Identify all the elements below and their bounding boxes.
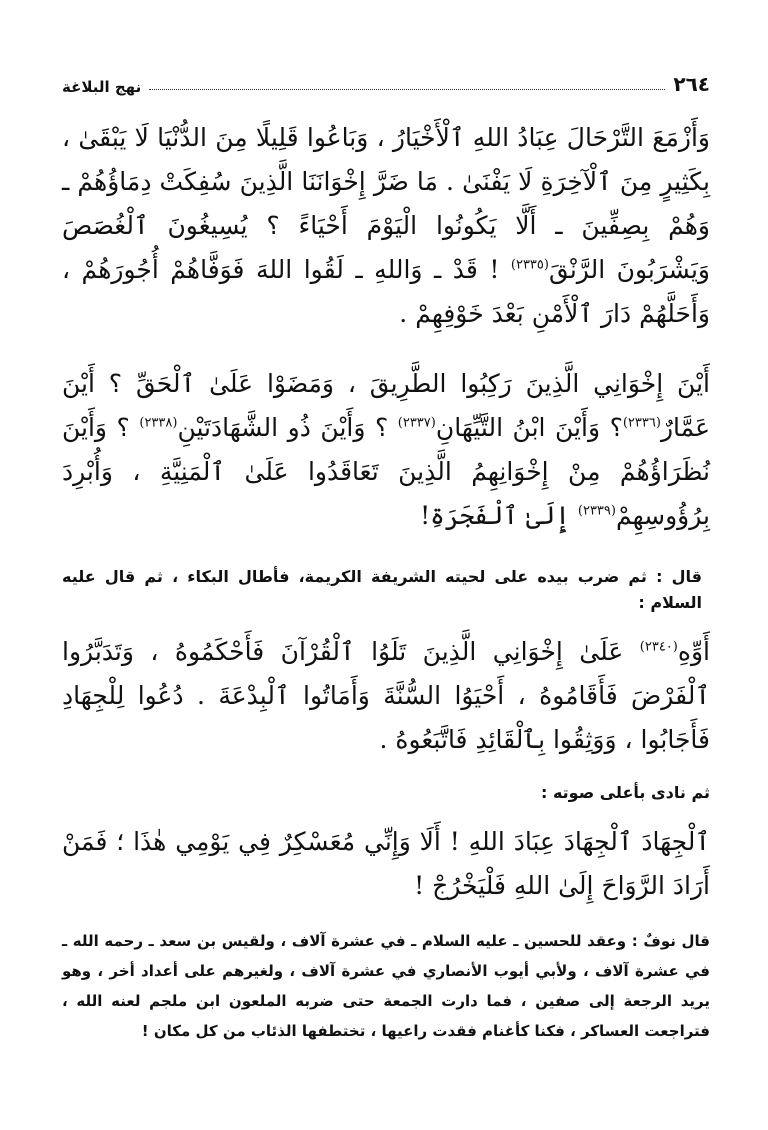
sermon-paragraph-4: ٱلْجِهَادَ ٱلْجِهَادَ عِبَادَ اللهِ ! أَلَا وَإِنِّي مُعَسْكِرٌ فِي يَوْمِي هٰذَا ؛ فَمَنْ أَرَادَ الرَّوَاحَ إِلَىٰ اللهِ فَلْيَخْرُجْ ! <box>62 827 710 900</box>
sermon-paragraph-3 <box>62 630 710 762</box>
footnote-marker: (٢٣٣٨) <box>139 415 178 431</box>
book-title: نهج البلاغة <box>62 78 142 96</box>
header-dotted-rule <box>149 89 665 90</box>
paragraph-text: ؟ وَأَيْنَ ذُو الشَّهَادَتَيْنِ <box>177 413 398 442</box>
footnote-marker: (٢٣٤٠) <box>639 639 678 655</box>
paragraph-text: ؟ وَأَيْنَ نُظَرَاؤُهُمْ مِنْ إِخْوَانِهِمُ الَّذِينَ تَعَاقَدُوا عَلَىٰ ٱلْمَنِيَّةِ ، وَأُبْرِدَ بِرُؤُوسِهِمْ <box>62 413 710 530</box>
paragraph-text: أَيْنَ إِخْوَانِي الَّذِينَ رَكِبُوا الطَّرِيقَ ، وَمَضَوْا عَلَىٰ ٱلْحَقِّ ؟ أَيْنَ عَمَّارٌ <box>62 369 710 442</box>
paragraph-text: ! قَدْ ـ وَاللهِ ـ لَقُوا اللهَ فَوَفَّاهُمْ أُجُورَهُمْ ، وَأَحَلَّهُمْ دَارَ ٱلْأَمْنِ بَعْدَ خَوْفِهِمْ . <box>62 255 710 328</box>
paragraph-text: إِلَىٰ ٱلْفَجَرَةِ! <box>420 501 578 530</box>
footnote-marker: (٢٣٣٥) <box>510 257 549 273</box>
footnote-marker: (٢٣٣٧) <box>397 415 436 431</box>
paragraph-text: عَلَىٰ إِخْوَانِي الَّذِينَ تَلَوُا ٱلْقُرْآنَ فَأَحْكَمُوهُ ، وَتَدَبَّرُوا ٱلْفَرْضَ فَأَقَامُوهُ ، أَحْيَوُا السُّنَّةَ وَأَمَاتُوا ٱلْبِدْعَةَ . دُعُوا لِلْجِهَادِ فَأَجَابُوا ، وَوَثِقُوا بِٱلْقَائِدِ فَاتَّبَعُوهُ . <box>62 637 710 754</box>
closing-note: قال نوفٌ : وعقد للحسين ـ عليه السلام ـ في عشرة آلاف ، ولقيس بن سعد ـ رحمه الله ـ في عشرة آلاف ، ولأبي أيوب الأنصاري في عشرة آلاف ، ولغيرهم على أعداد أخر ، وهو يريد الرجعة إلى صفين ، فما دارت الجمعة حتى ضربه الملعون ابن ملجم لعنه الله ، فتراجعت العساكر ، فكنا كأغنام فقدت راعيها ، تختطفها الذئاب من كل مكان ! <box>62 932 710 1040</box>
paragraph-text: ؟ وَأَيْنَ ابْنُ التَّيِّهَانِ <box>435 413 623 442</box>
footnote-marker: (٢٣٣٦) <box>622 415 661 431</box>
footnote-marker: (٢٣٣٩) <box>577 503 616 519</box>
narration-line-2: ثم نادى بأعلى صوته : <box>541 783 710 802</box>
page-header <box>62 72 710 96</box>
sermon-paragraph-2 <box>62 362 710 538</box>
sermon-paragraph-1 <box>62 116 710 336</box>
paragraph-text: أَوِّهِ <box>677 637 710 666</box>
paragraph-text: وَأَزْمَعَ التَّرْحَالَ عِبَادُ اللهِ ٱلْأَخْيَارُ ، وَبَاعُوا قَلِيلًا مِنَ الدُّنْيَا لَا يَبْقَىٰ ، بِكَثِيرٍ مِنَ ٱلْآخِرَةِ لَا يَفْنَىٰ . مَا ضَرَّ إِخْوَانَنَا الَّذِينَ سُفِكَتْ دِمَاؤُهُمْ ـ وَهُمْ بِصِفِّينَ ـ أَلَّا يَكُونُوا الْيَوْمَ أَحْيَاءً ؟ يُسِيغُونَ ٱلْغُصَصَ وَيَشْرَبُونَ الرَّنْقَ <box>62 123 710 284</box>
narration-line-1: قال : ثم ضرب بيده على لحيته الشريفة الكريمة، فأطال البكاء ، ثم قال عليه السلام : <box>62 567 702 612</box>
page-number: ٢٦٤ <box>673 72 710 96</box>
